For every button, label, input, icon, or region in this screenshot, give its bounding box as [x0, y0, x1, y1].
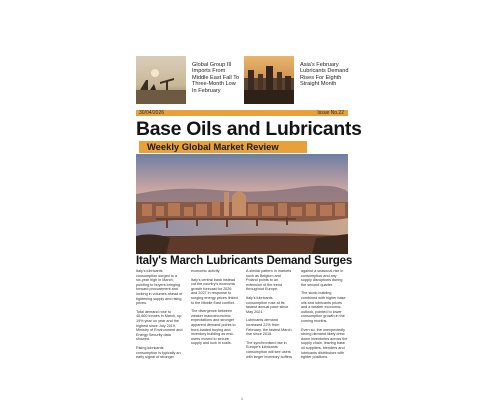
article-body: [136, 269, 348, 397]
paragraph: Italy's central bank instead cut the country's economic growth forecast for 2026 and 2027 in response to surging energy prices linked to the Middle East conflict.: [191, 277, 238, 305]
teaser-thumbnail-oil-field: [136, 56, 186, 104]
subhead-banner: [139, 141, 307, 153]
paragraph: Even so, the unexpectedly strong demand likely drew down inventories across the supply chain, leaving base oil suppliers, blenders and lubricants distributors with tighter positions.: [301, 327, 348, 360]
paragraph: economic activity.: [191, 269, 221, 273]
teaser-title: Asia's February Lubricants Demand Rises For Eighth Straight Month: [300, 62, 349, 88]
article-column: [191, 269, 238, 397]
paragraph: Total demand rose to 40,600 tonnes in March, up 19% year on year and the highest since July 2019, Ministry of Environment and Energy Security data showed.: [136, 309, 183, 342]
page-number: 1: [240, 396, 244, 401]
issue-number: Issue No.22: [317, 110, 344, 116]
article-column: [136, 269, 183, 397]
teaser-item[interactable]: [136, 56, 240, 104]
date-bar: [136, 110, 348, 116]
paragraph: The divergence between weaker macroeconomic expectations and stronger apparent demand points to front-loaded buying and inventory building as end-users moved to secure supply and lock in costs.: [191, 309, 236, 346]
paragraph: A similar pattern in markets such as Belgium and Poland points to an extension of the trend throughout Europe.: [246, 269, 292, 292]
teaser-thumbnail-city: [244, 56, 294, 104]
paragraph: The synchronised rise in Europe's lubricants consumption will see users with larger inventory buffers: [246, 340, 292, 359]
paragraph: Italy's lubricants consumption surged to a six-year high in March, pointing to buyers bringing forward procurement and locking in volumes ahead of tightening supply and rising prices.: [136, 269, 183, 306]
subhead-text: Weekly Global Market Review: [147, 141, 279, 152]
masthead-title: Base Oils and Lubricants: [136, 118, 362, 140]
paragraph: against a seasonal rise in consumption and any supply disruptions during the second quarter.: [301, 269, 344, 287]
paragraph: Lubricants demand increased 22% from February, the fastest March rise since 2016.: [246, 318, 292, 337]
hero-image-city: [136, 154, 348, 254]
paragraph: Italy's lubricants consumption rose at its fastest annual pace since May 2021.: [246, 295, 289, 314]
teaser-item[interactable]: [244, 56, 348, 104]
issue-date: 30/04/2026: [139, 110, 165, 116]
teaser-title: Global Group III Imports From Middle East Fall To Three-Month Low In February: [192, 62, 240, 94]
article-column: [246, 269, 293, 397]
paragraph: The stock-building combined with higher base oils and lubricants prices and a weaker economic outlook, pointed to lower consumption growth in the coming months.: [301, 291, 346, 323]
newsletter-page: [136, 8, 362, 402]
article-headline: Italy's March Lubricants Demand Surges: [136, 254, 353, 267]
paragraph: Rising lubricants consumption is typically an early signal of stronger: [136, 345, 181, 360]
teaser-strip: [136, 56, 348, 104]
article-column: [301, 269, 348, 397]
